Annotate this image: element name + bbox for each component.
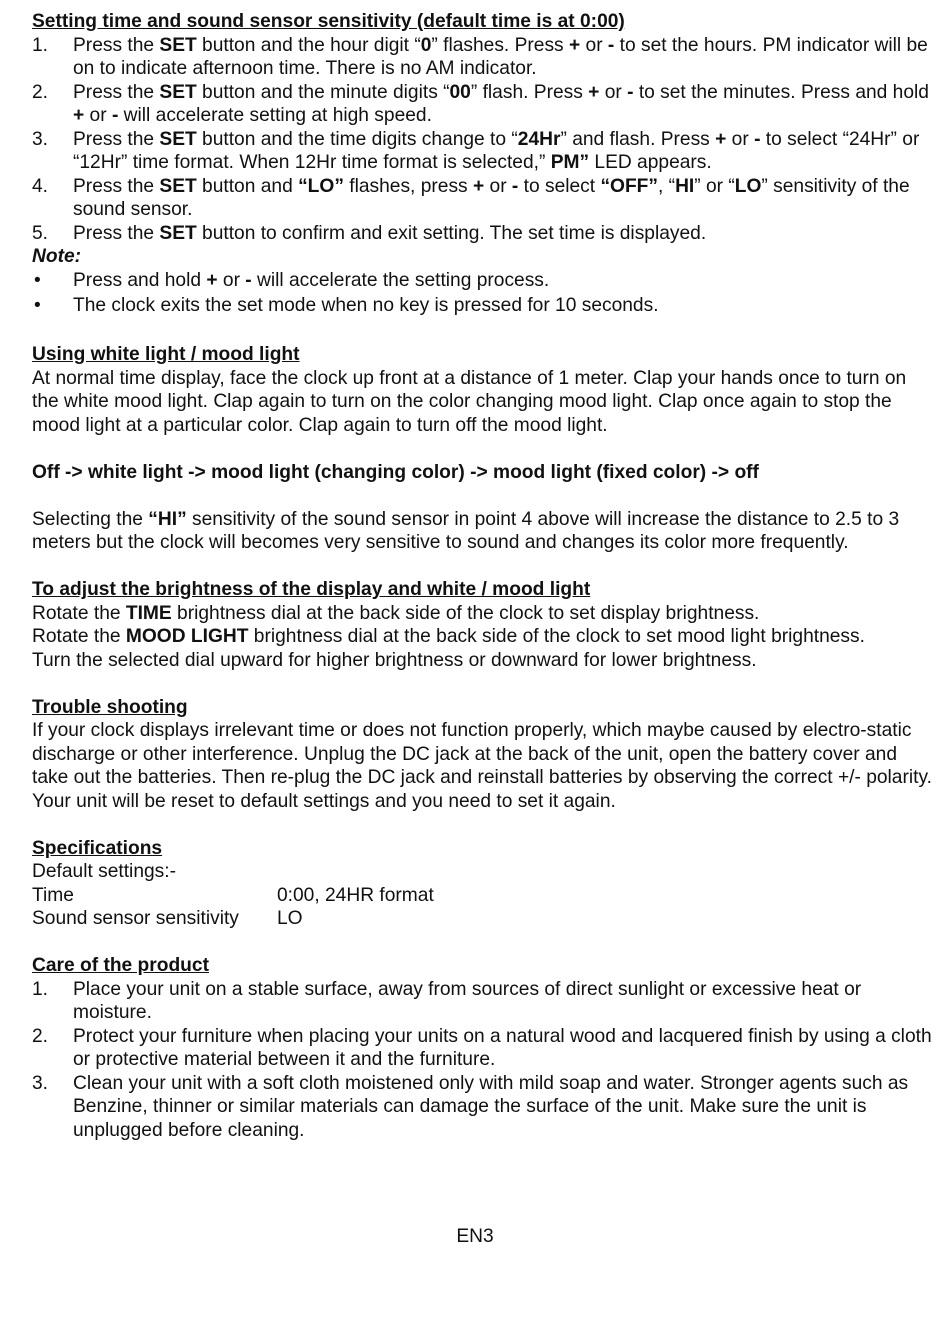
step-text-run: - (627, 81, 634, 103)
step-text-run: SET (159, 128, 197, 150)
step-number: 5. (32, 222, 49, 244)
brightness-text-run: brightness dial at the back side of the clock to set mood light brightness. (248, 626, 865, 647)
step-text-run: or (726, 128, 755, 150)
step-text-run: 24Hr (517, 128, 561, 150)
bullet-text-run: - (245, 269, 252, 291)
step-text-run: button and the minute digits “ (196, 81, 450, 103)
brightness-heading: To adjust the brightness of the display and white / mood light (32, 579, 591, 600)
item-number: 2. (32, 1025, 49, 1047)
step-text (73, 34, 932, 81)
step-text-run: + (568, 34, 581, 56)
step-text-run: SET (159, 175, 197, 197)
setting-step (32, 128, 932, 175)
item-number: 3. (32, 1072, 49, 1094)
bullet-text-run: + (206, 269, 218, 291)
hi-text-run: sensitivity of the sound sensor in point 4 above will increase the distance to 2.5 to 3 meters but the clock will becomes very sensitive to sound and changes its color more frequently. (32, 508, 900, 553)
spec-value: 0:00, 24HR format (277, 884, 434, 906)
step-text-run: button and the time digits change to “ (196, 128, 518, 150)
step-text-run: + (73, 105, 85, 126)
trouble-heading: Trouble shooting (32, 696, 188, 718)
item-text: Place your unit on a stable surface, away from sources of direct sunlight or excessive heat or moisture. (73, 978, 862, 1023)
step-text-run: or (580, 34, 608, 56)
step-text-run: or (84, 105, 112, 126)
hi-text-run: Selecting the (32, 508, 149, 530)
brightness-line (32, 625, 932, 649)
step-text-run: button to confirm and exit setting. The set time is displayed. (196, 222, 707, 244)
step-text-run: SET (159, 34, 197, 56)
bullet-text-run: Press and hold (73, 269, 207, 291)
step-text-run: SET (159, 81, 197, 103)
step-text-run: Press the (73, 81, 160, 103)
step-text-run: will accelerate setting at high speed. (118, 105, 432, 126)
step-text-run: button and (196, 175, 299, 197)
step-text-run: LO (734, 175, 762, 197)
spec-value: LO (277, 908, 303, 929)
care-heading: Care of the product (32, 955, 209, 976)
step-text-run: - (111, 105, 119, 126)
step-number: 3. (32, 128, 49, 150)
step-text-run: - (511, 175, 519, 197)
list-item (32, 978, 932, 1025)
brightness-text-run: brightness dial at the back side of the clock to set display brightness. (171, 602, 760, 624)
brightness-line (32, 602, 932, 626)
hi-sensitivity-paragraph (32, 508, 932, 555)
step-text-run: to select “24Hr” or “12Hr” time format. When 12Hr time format is selected,” (73, 128, 920, 173)
brightness-text-run: MOOD LIGHT (125, 626, 249, 647)
item-number: 1. (32, 978, 49, 1000)
step-text-run: to set the minutes. Press and hold (633, 81, 929, 103)
setting-step (32, 222, 932, 246)
mood-paragraph: At normal time display, face the clock up front at a distance of 1 meter. Clap your hands once to turn on the white mood light. Clap again to turn on the color changing mood light. Clap once again to stop the mood light at a particular color. Clap again to turn off the mood light. (32, 367, 907, 436)
step-text-run: to set the hours. PM indicator will be on to indicate afternoon time. There is no AM indicator. (73, 34, 928, 79)
default-settings-label: Default settings:- (32, 861, 176, 882)
step-text (73, 222, 932, 246)
step-text-run: “OFF” (600, 175, 658, 197)
step-text-run: - (607, 34, 615, 56)
step-text-run: SET (159, 222, 197, 244)
note-label: Note: (32, 246, 82, 267)
step-text (73, 175, 932, 222)
page-number: EN3 (456, 1226, 494, 1247)
bullet-text-run: will accelerate the setting process. (251, 269, 550, 291)
step-text-run: Press the (73, 175, 160, 197)
step-text-run: ” and flash. Press (560, 128, 716, 150)
step-text-run: “LO” (298, 175, 344, 197)
setting-steps-list (32, 34, 932, 246)
step-text-run: Press the (73, 222, 160, 244)
step-text-run: Press the (73, 34, 160, 56)
brightness-line (32, 649, 932, 673)
spec-key: Sound sensor sensitivity (32, 908, 239, 929)
list-item (32, 1025, 932, 1072)
brightness-text-run: Turn the selected dial upward for higher brightness or downward for lower brightness. (32, 649, 757, 671)
step-text-run: - (754, 128, 761, 150)
step-text (73, 128, 932, 175)
step-text-run: to select (518, 175, 601, 197)
setting-step (32, 81, 932, 128)
step-text-run: PM” (550, 152, 590, 173)
step-text-run: or (484, 175, 512, 197)
mood-sequence: Off -> white light -> mood light (changing color) -> mood light (fixed color) -> off (32, 461, 759, 483)
step-text-run: 00 (449, 81, 471, 103)
trouble-paragraph: If your clock displays irrelevant time or does not function properly, which maybe caused by electro-static discharge or other interference. Unplug the DC jack at the back of the unit, open the battery cover and take out the batteries. Then re-plug the DC jack and reinstall batteries by observing the correct +/- polarity. Your unit will be reset to default settings and you need to set it again. (32, 720, 932, 812)
step-text-run: Press the (73, 128, 160, 150)
step-text-run: ” flashes. Press (431, 34, 569, 56)
step-number: 4. (32, 175, 49, 197)
hi-text-run: “HI” (148, 508, 187, 530)
spec-row-sensitivity (32, 907, 932, 931)
spec-row-time (32, 884, 932, 908)
note-bullet (32, 269, 932, 293)
bullet-dot-icon: • (34, 269, 41, 291)
step-text-run: ” flash. Press (470, 81, 589, 103)
brightness-lines (32, 602, 932, 673)
step-text-run: flashes, press (343, 175, 473, 197)
setting-heading: Setting time and sound sensor sensitivity (default time is at 0:00) (32, 11, 625, 32)
step-text-run: HI (675, 175, 695, 197)
list-item (32, 1072, 932, 1143)
step-text-run: ” sensitivity of the sound sensor. (73, 175, 910, 220)
brightness-text-run: Rotate the (32, 602, 126, 624)
setting-step (32, 34, 932, 81)
step-text (73, 81, 932, 128)
brightness-text-run: TIME (125, 602, 172, 624)
mood-heading: Using white light / mood light (32, 344, 300, 365)
item-text: Protect your furniture when placing your units on a natural wood and lacquered finish by using a cloth or protective material between it and the furniture. (73, 1025, 932, 1070)
bullet-text (73, 294, 932, 318)
step-text-run: + (715, 128, 727, 150)
step-number: 2. (32, 81, 49, 103)
item-text: Clean your unit with a soft cloth moistened only with mild soap and water. Stronger agents such as Benzine, thinner or similar materials can damage the surface of the unit. Make sure the unit is unplugged before cleaning. (73, 1072, 909, 1141)
step-text-run: , “ (658, 175, 676, 197)
step-text-run: + (588, 81, 600, 103)
specs-heading: Specifications (32, 837, 163, 859)
step-text-run: ” or “ (694, 175, 735, 197)
note-bullet (32, 294, 932, 318)
manual-page (32, 10, 932, 1142)
step-text-run: + (472, 175, 485, 197)
spec-key: Time (32, 884, 74, 906)
bullet-text-run: The clock exits the set mode when no key is pressed for 10 seconds. (73, 295, 659, 316)
note-bullets-list (32, 269, 932, 318)
step-text-run: button and the hour digit “ (196, 34, 421, 56)
step-text-run: 0 (420, 34, 432, 56)
setting-step (32, 175, 932, 222)
step-text-run: LED appears. (589, 152, 712, 173)
bullet-dot-icon: • (34, 295, 41, 316)
step-text-run: or (599, 81, 628, 103)
brightness-text-run: Rotate the (32, 626, 126, 647)
care-list (32, 978, 932, 1143)
step-number: 1. (32, 34, 49, 56)
bullet-text-run: or (217, 269, 246, 291)
bullet-text (73, 269, 932, 293)
